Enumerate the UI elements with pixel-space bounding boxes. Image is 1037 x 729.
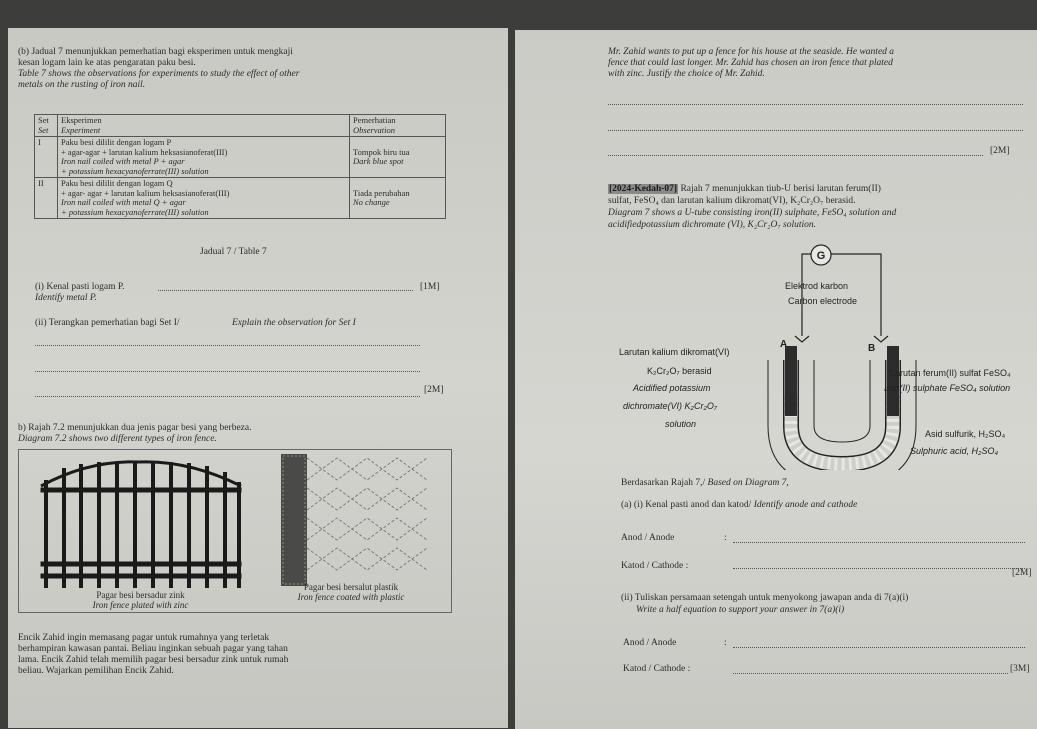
paragraph-line-1: Encik Zahid ingin memasang pagar untuk rumahnya yang terletak [18, 633, 270, 643]
zahid-english-line-1: Mr. Zahid wants to put up a fence for his house at the seaside. He wanted a [608, 47, 895, 57]
intro-english-line-2: metals on the rusting of iron nail. [18, 80, 146, 90]
paragraph-line-3: lama. Encik Zahid telah memilih pagar besi bersadur zink untuk rumah [18, 655, 289, 665]
answer-line[interactable] [608, 130, 1023, 131]
anode-label: Anod / Anode [621, 533, 675, 543]
mark-3m: [3M] [1010, 664, 1030, 674]
cell-exp-2: + agar- agar + larutan kalium heksasianoferat(III) [61, 187, 230, 198]
answer-line[interactable] [608, 155, 983, 156]
cell-set: II [35, 178, 58, 219]
cell-set: I [35, 137, 58, 178]
left-solution-ms-2: K₂Cr₂O₇ berasid [647, 366, 712, 376]
anode-label-2: Anod / Anode [623, 638, 677, 648]
observation-table-wrap [34, 114, 446, 219]
carbon-electrode-left [785, 346, 797, 416]
question-a-i-malay: (a) (i) Kenal pasti anod dan katod/ [621, 500, 752, 510]
intro-english-line-1: Table 7 shows the observations for experiments to study the effect of other [18, 69, 300, 79]
fence-plastic-label: Pagar besi bersalut plastik [303, 582, 399, 592]
header-experiment-en: Experiment [61, 124, 101, 135]
zahid-english-line-3: with zinc. Justify the choice of Mr. Zahid. [608, 69, 765, 79]
question-8-english-1: Diagram 7 shows a U-tube consisting iron(II) sulphate, FeSO₄ solution and [608, 208, 897, 218]
part-b-malay: b) Rajah 7.2 menunjukkan dua jenis pagar besi yang berbeza. [18, 423, 252, 433]
paragraph-line-2: berhampiran kawasan pantai. Beliau inginkan sebuah pagar yang tahan [18, 644, 288, 654]
cell-exp-en-1: Iron nail coiled with metal P + agar [61, 156, 185, 166]
header-observation-en: Observation [353, 124, 396, 135]
mark-2m: [2M] [424, 385, 444, 395]
answer-line[interactable] [158, 290, 413, 291]
cathode-label-2: Katod / Cathode : [623, 664, 691, 674]
fence-diagram-frame [18, 449, 452, 613]
cell-exp-1: Paku besi dililit dengan logam P [61, 137, 172, 147]
question-i-english: Identify metal P. [35, 293, 97, 303]
cathode-answer-line[interactable] [733, 568, 1025, 569]
cell-obs-en: Dark blue spot [353, 156, 404, 166]
electrode-b-label: B [868, 343, 876, 354]
header-set: Set [38, 115, 49, 125]
answer-line[interactable] [35, 345, 420, 346]
zinc-fence-image [41, 462, 241, 588]
acid-label-en: Sulphuric acid, H₂SO₄ [910, 446, 999, 456]
answer-line[interactable] [35, 371, 420, 372]
cell-obs: Tompok biru tua [353, 146, 410, 157]
based-english: Based on Diagram 7, [707, 478, 789, 488]
based-on-diagram [621, 478, 789, 489]
fence-zinc-label: Pagar besi bersadur zink [96, 590, 185, 600]
cathode-equation-line[interactable] [733, 673, 1008, 674]
table-header-row [35, 115, 446, 137]
cell-exp-en-2: + potassium hexacyanoferrate(III) solution [61, 206, 209, 217]
electrode-label-ms: Elektrod karbon [785, 281, 849, 291]
question-a-i [621, 500, 857, 511]
circuit-wire [802, 254, 881, 336]
anode-colon-2: : [724, 638, 727, 648]
cell-exp-en-2: + potassium hexacyanoferrate(III) solution [61, 165, 209, 176]
carbon-electrode-right [887, 346, 899, 416]
question-8-intro [608, 184, 881, 195]
question-8-malay-1: Rajah 7 menunjukkan tiub-U berisi larutan ferum(II) [680, 184, 881, 194]
question-ii-malay: (ii) Terangkan pemerhatian bagi Set I/ [35, 318, 180, 328]
table-row [35, 178, 446, 219]
mark-2m: [2M] [990, 146, 1010, 156]
fence-plastic-label-en: Iron fence coated with plastic [297, 592, 405, 602]
right-solution-ms: Larutan ferum(II) sulfat FeSO₄ [890, 368, 1011, 378]
cell-exp-1: Paku besi dililit dengan logam Q [61, 178, 173, 188]
table-row [35, 137, 446, 178]
question-i-malay: (i) Kenal pasti logam P. [35, 282, 125, 292]
right-solution-en: Iron(II) sulphate FeSO₄ solution [884, 383, 1011, 393]
left-solution-en-3: solution [665, 419, 697, 429]
fence-zinc-label-en: Iron fence plated with zinc [92, 600, 189, 610]
header-set-en: Set [38, 124, 49, 135]
acid-label-ms: Asid sulfurik, H₂SO₄ [925, 429, 1006, 439]
paragraph-line-4: beliau. Wajarkan pemilihan Encik Zahid. [18, 666, 174, 676]
plastic-fence-image [281, 454, 427, 586]
left-solution-en-1: Acidified potassium [633, 383, 711, 393]
intro-malay-line-2: kesan logam lain ke atas pengaratan paku besi. [18, 58, 196, 68]
question-ii-english: Explain the observation for Set I [232, 318, 356, 328]
table-caption: Jadual 7 / Table 7 [200, 247, 267, 257]
left-solution-en-2: dichromate(VI) K₂Cr₂O₇ [623, 401, 718, 411]
question-a-ii-malay: (ii) Tuliskan persamaan setengah untuk menyokong jawapan anda di 7(a)(i) [621, 593, 909, 603]
electrode-label-en: Carbon electrode [788, 296, 858, 306]
cell-exp-2: + agar-agar + larutan kalium heksasianoferat(III) [61, 146, 228, 157]
answer-line[interactable] [608, 104, 1023, 105]
cell-obs-en: No change [353, 197, 390, 207]
based-malay: Berdasarkan Rajah 7,/ [621, 478, 706, 488]
answer-line[interactable] [35, 396, 420, 397]
intro-malay-line-1: (b) Jadual 7 menunjukkan pemerhatian bagi eksperimen untuk mengkaji [18, 47, 293, 57]
cell-obs: Tiada perubahan [353, 187, 410, 198]
observation-table [34, 114, 446, 219]
mark-2m: [2M] [1012, 568, 1032, 578]
cathode-label: Katod / Cathode : [621, 561, 689, 571]
electrode-a-label: A [780, 339, 788, 350]
question-a-ii-english: Write a half equation to support your answer in 7(a)(i) [636, 605, 845, 615]
cell-exp-en-1: Iron nail coiled with metal Q + agar [61, 197, 186, 207]
zahid-english-line-2: fence that could last longer. Mr. Zahid has chosen an iron fence that plated [608, 58, 893, 68]
left-solution-ms-1: Larutan kalium dikromat(VI) [619, 347, 730, 357]
question-8-english-2: acidifiedpotassium dichromate (VI), K₂Cr₂O₇ solution. [608, 220, 816, 230]
anode-answer-line[interactable] [733, 542, 1025, 543]
mark-1m: [1M] [420, 282, 440, 292]
header-experiment: Eksperimen [61, 115, 102, 125]
question-tag: [2024-Kedah-07] [609, 184, 678, 194]
question-8-malay-2: sulfat, FeSO₄ dan larutan kalium dikromat(VI), K₂Cr₂O₇ berasid. [608, 196, 856, 206]
u-tube-diagram [605, 236, 1025, 470]
anode-equation-line[interactable] [733, 647, 1025, 648]
galvanometer-label: G [816, 250, 826, 262]
question-a-i-english: Identify anode and cathode [753, 500, 858, 510]
header-observation: Pemerhatian [353, 115, 396, 125]
anode-colon: : [724, 533, 727, 543]
part-b-english: Diagram 7.2 shows two different types of iron fence. [18, 434, 217, 444]
